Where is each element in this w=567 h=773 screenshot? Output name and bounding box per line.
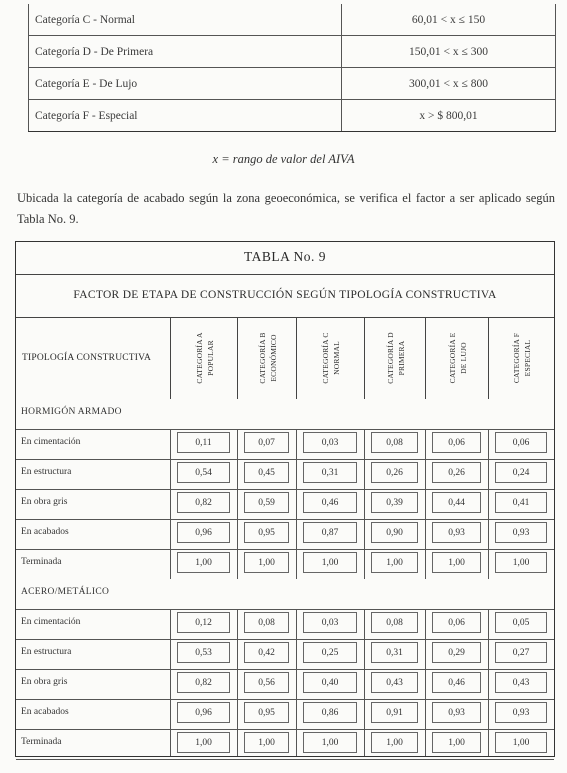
factor-cell: 1,00	[432, 552, 481, 573]
stage-label: En cimentación	[21, 437, 81, 447]
factor-cell: 0,12	[177, 612, 230, 633]
column-header-category: CATEGORÍA C	[321, 332, 330, 384]
table-row	[16, 639, 554, 670]
factor-cell: 0,56	[244, 672, 289, 693]
table-row	[16, 459, 554, 490]
factor-cell: 1,00	[244, 732, 289, 753]
factor-cell: 0,53	[177, 642, 230, 663]
column-header	[296, 317, 365, 399]
factor-cell: 0,40	[303, 672, 357, 693]
column-header-type: NORMAL	[332, 341, 341, 375]
range-category: Categoría C - Normal	[29, 4, 342, 36]
range-category: Categoría D - De Primera	[29, 36, 342, 68]
factor-cell: 0,86	[303, 702, 357, 723]
stage-label: Terminada	[21, 557, 62, 567]
factor-cell: 0,26	[371, 462, 418, 483]
factor-cell: 1,00	[495, 732, 547, 753]
range-caption: x = rango de valor del AIVA	[212, 152, 355, 166]
factor-cell: 0,39	[371, 492, 418, 513]
column-header-text	[447, 333, 469, 384]
factor-cell: 0,44	[432, 492, 481, 513]
range-value: 150,01 < x ≤ 300	[342, 36, 556, 68]
range-category: Categoría E - De Lujo	[29, 68, 342, 100]
category-range-table	[28, 4, 556, 132]
range-row	[29, 36, 556, 68]
column-header-text	[257, 332, 279, 383]
factor-cell: 0,25	[303, 642, 357, 663]
stage-label: En estructura	[21, 647, 72, 657]
factor-cell: 0,90	[371, 522, 418, 543]
factor-cell: 0,54	[177, 462, 230, 483]
factor-cell: 1,00	[177, 732, 230, 753]
table-row	[16, 549, 554, 580]
range-row	[29, 68, 556, 100]
factor-cell: 0,06	[432, 612, 481, 633]
factor-cell: 0,95	[244, 702, 289, 723]
column-header	[425, 317, 489, 399]
range-value: 60,01 < x ≤ 150	[342, 4, 556, 36]
factor-cell: 0,43	[495, 672, 547, 693]
column-header-type: DE LUJO	[458, 342, 468, 374]
table-row	[16, 519, 554, 550]
factor-cell: 0,46	[432, 672, 481, 693]
factor-cell: 1,00	[303, 732, 357, 753]
range-row	[29, 4, 556, 36]
column-header-category: CATEGORÍA D	[385, 332, 395, 384]
factor-cell: 0,41	[495, 492, 547, 513]
factor-cell: 0,45	[244, 462, 289, 483]
factor-cell: 0,96	[177, 702, 230, 723]
range-row	[29, 100, 556, 132]
factor-cell: 0,03	[303, 432, 357, 453]
table-row	[16, 429, 554, 460]
range-value: x > $ 800,01	[342, 100, 556, 132]
factor-cell: 0,03	[303, 612, 357, 633]
column-header-category: CATEGORÍA A	[194, 332, 204, 384]
stage-label: En estructura	[21, 467, 72, 477]
factor-cell: 0,93	[432, 522, 481, 543]
column-header-type: PRIMERA	[396, 340, 406, 376]
factor-cell: 0,82	[177, 672, 230, 693]
stage-label: Terminada	[21, 737, 62, 747]
table-row	[16, 699, 554, 730]
factor-cell: 0,11	[177, 432, 230, 453]
factor-cell: 0,31	[371, 642, 418, 663]
tipologia-header: TIPOLOGÍA CONSTRUCTIVA	[22, 353, 152, 363]
table-row	[16, 609, 554, 640]
section-row	[16, 579, 554, 610]
column-header-type: ESPECIAL	[523, 339, 532, 377]
column-header	[364, 317, 426, 399]
factor-cell: 1,00	[177, 552, 230, 573]
factor-cell: 0,26	[432, 462, 481, 483]
factor-cell: 0,59	[244, 492, 289, 513]
range-value: 300,01 < x ≤ 800	[342, 68, 556, 100]
factor-cell: 1,00	[432, 732, 481, 753]
stage-factor-table	[15, 241, 555, 757]
factor-cell: 0,42	[244, 642, 289, 663]
column-header-category: CATEGORÍA F	[512, 332, 521, 384]
column-header-text	[511, 333, 533, 383]
column-header-type: POPULAR	[205, 340, 215, 376]
section-title: ACERO/METÁLICO	[21, 587, 110, 597]
column-header-text	[320, 332, 342, 383]
table-row	[16, 729, 554, 760]
factor-cell: 0,08	[244, 612, 289, 633]
column-header-text	[194, 332, 216, 383]
factor-cell: 1,00	[495, 552, 547, 573]
column-header-category: CATEGORÍA E	[447, 332, 457, 384]
factor-cell: 0,95	[244, 522, 289, 543]
factor-cell: 0,07	[244, 432, 289, 453]
column-header-row	[16, 317, 554, 400]
factor-cell: 1,00	[303, 552, 357, 573]
stage-label: En acabados	[21, 527, 69, 537]
range-category: Categoría F - Especial	[29, 100, 342, 132]
stage-label: En cimentación	[21, 617, 81, 627]
factor-cell: 0,06	[432, 432, 481, 453]
factor-cell: 0,46	[303, 492, 357, 513]
factor-cell: 0,93	[495, 702, 547, 723]
section-row	[16, 399, 554, 430]
factor-cell: 0,91	[371, 702, 418, 723]
factor-cell: 0,27	[495, 642, 547, 663]
factor-cell: 0,08	[371, 612, 418, 633]
factor-cell: 0,43	[371, 672, 418, 693]
factor-cell: 0,29	[432, 642, 481, 663]
stage-label: En obra gris	[21, 677, 68, 687]
table-subtitle: FACTOR DE ETAPA DE CONSTRUCCIÓN SEGÚN TIPOLOGÍA CONSTRUCTIVA	[16, 274, 554, 318]
stage-label: En obra gris	[21, 497, 68, 507]
intro-paragraph: Ubicada la categoría de acabado según la zona geoeconómica, se verifica el factor a ser aplicado según Tabla No. 9.	[17, 191, 555, 226]
factor-cell: 0,87	[303, 522, 357, 543]
stage-label: En acabados	[21, 707, 69, 717]
column-header-category: CATEGORÍA B	[257, 332, 267, 384]
factor-cell: 1,00	[371, 732, 418, 753]
factor-cell: 1,00	[244, 552, 289, 573]
table-row	[16, 489, 554, 520]
column-header	[170, 317, 238, 399]
factor-cell: 1,00	[371, 552, 418, 573]
factor-cell: 0,08	[371, 432, 418, 453]
column-header	[488, 317, 555, 399]
column-header-type: ECONÓMICO	[268, 334, 278, 382]
factor-cell: 0,82	[177, 492, 230, 513]
factor-cell: 0,96	[177, 522, 230, 543]
factor-cell: 0,31	[303, 462, 357, 483]
factor-cell: 0,05	[495, 612, 547, 633]
section-title: HORMIGÓN ARMADO	[21, 407, 122, 417]
table-title: TABLA No. 9	[16, 242, 554, 275]
table-row	[16, 669, 554, 700]
factor-cell: 0,24	[495, 462, 547, 483]
factor-cell: 0,93	[432, 702, 481, 723]
factor-cell: 0,93	[495, 522, 547, 543]
column-header-text	[385, 332, 407, 384]
factor-cell: 0,06	[495, 432, 547, 453]
column-header	[237, 317, 297, 399]
